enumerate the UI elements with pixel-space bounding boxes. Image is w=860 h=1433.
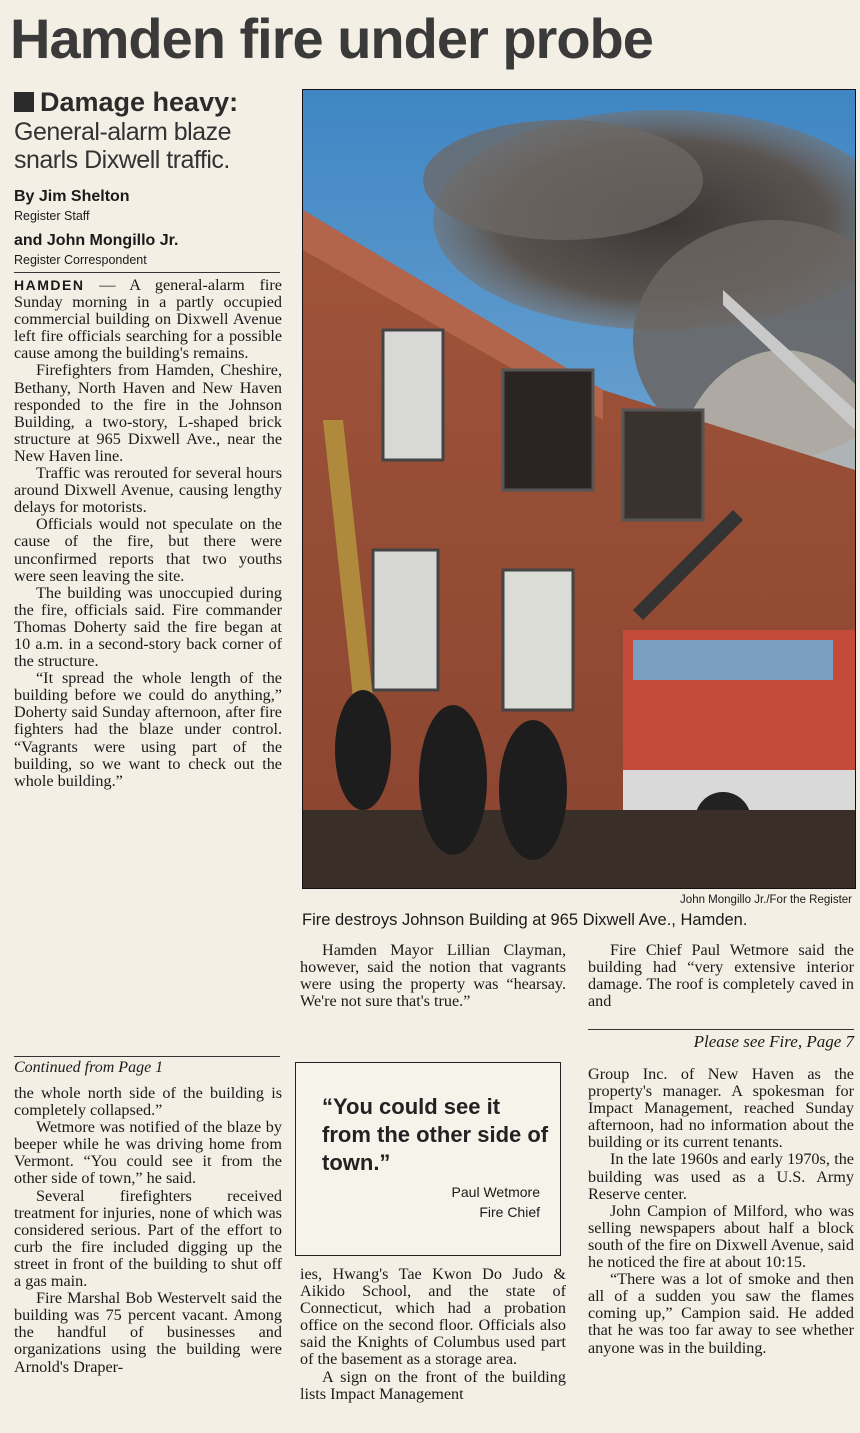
story-paragraph: A sign on the front of the building lists Impact Management — [300, 1367, 566, 1403]
story-paragraph: Several firefighters received treatment for injuries, none of which was considered serious. Part of the effort to curb the fire included digging up the street in front of the building to shut off a gas main. — [14, 1186, 282, 1291]
jump-line: Please see Fire, Page 7 — [588, 1029, 854, 1052]
story-paragraph: ies, Hwang's Tae Kwon Do Judo & Aikido School, and the state of Connecticut, which had a probation office on the second floor. Officials also said the Knights of Columbus used part of the basement as a storage area. — [300, 1265, 566, 1369]
lead-story — [14, 277, 282, 790]
lead-text: — A general-alarm fire Sunday morning in a partly occupied commercial building on Dixwell Avenue left fire officials searching for a possible cause among the building's remains. — [14, 276, 282, 363]
dateline: HAMDEN — [14, 277, 85, 293]
right-column — [588, 942, 854, 1010]
kicker — [14, 86, 282, 118]
byline-role-1: Register Staff — [14, 209, 90, 223]
story-paragraph: Hamden Mayor Lillian Clayman, however, said the notion that vagrants were using the property was “hearsay. We're not sure that's true.” — [300, 941, 566, 1011]
story-paragraph: Traffic was rerouted for several hours around Dixwell Avenue, causing lengthy delays for motorists. — [14, 464, 282, 517]
byline-author-2: and John Mongillo Jr. — [14, 232, 179, 249]
left-column — [14, 86, 282, 790]
story-paragraph: “There was a lot of smoke and then all of a sudden you saw the flames coming up,” Campion said. He added that he was too far away to see whether anyone was in the building. — [588, 1270, 854, 1357]
story-paragraph: Group Inc. of New Haven as the property's manager. A spokesman for Impact Management, reached Sunday afternoon, had no information about the building or its current tenants. — [588, 1065, 854, 1152]
lead-paragraph — [14, 277, 282, 362]
story-paragraph: Officials would not speculate on the cause of the fire, but there were unconfirmed reports that two youths were seen leaving the site. — [14, 515, 282, 585]
byline-role-2: Register Correspondent — [14, 253, 147, 267]
story-paragraph: In the late 1960s and early 1970s, the building was used as a U.S. Army Reserve center. — [588, 1150, 854, 1203]
jump-column-mid — [300, 1266, 566, 1403]
story-paragraph: Fire Marshal Bob Westervelt said the building was 75 percent vacant. Among the handful of businesses and organizations using the building were Arnold's Draper- — [14, 1289, 282, 1376]
story-paragraph: Wetmore was notified of the blaze by beeper while he was driving home from Vermont. “You could see it from the other side of town,” he said. — [14, 1118, 282, 1188]
story-paragraph: The building was unoccupied during the fire, officials said. Fire commander Thomas Doherty said the fire began at 10 a.m. in a second-story back corner of the structure. — [14, 583, 282, 671]
byline-author-1: By Jim Shelton — [14, 188, 130, 205]
fire-photo — [302, 89, 856, 889]
headline: Hamden fire under probe — [10, 7, 653, 70]
square-bullet-icon — [14, 92, 34, 112]
byline-rule — [14, 272, 280, 273]
story-paragraph: John Campion of Milford, who was selling newspapers about half a block south of the fire on Dixwell Avenue, said he noticed the fire at about 10:15. — [588, 1201, 854, 1272]
mid-column — [300, 942, 566, 1010]
jump-column-right — [588, 1066, 854, 1357]
pull-quote-title: Fire Chief — [479, 1204, 540, 1220]
pull-quote — [295, 1062, 561, 1256]
story-paragraph: Fire Chief Paul Wetmore said the building had “very extensive interior damage. The roof is completely caved in and — [588, 941, 854, 1011]
story-paragraph: “It spread the whole length of the building before we could do anything,” Doherty said Sunday afternoon, after fire fighters had the blaze under control. “Vagrants were using part of the building, so we want to check out the whole building.” — [14, 669, 282, 790]
jump-column-left — [14, 1085, 282, 1376]
pull-quote-name: Paul Wetmore — [451, 1184, 540, 1200]
story-paragraph: Firefighters from Hamden, Cheshire, Bethany, North Haven and New Haven responded to the fire in the Johnson Building, a two-story, L-shaped brick structure at 965 Dixwell Ave., near the New Haven line. — [14, 361, 282, 465]
kicker-text: Damage heavy: — [40, 87, 239, 117]
story-paragraph: the whole north side of the building is completely collapsed.” — [14, 1084, 282, 1120]
continued-from-line: Continued from Page 1 — [14, 1056, 280, 1077]
pull-quote-text: “You could see it from the other side of town.” — [322, 1094, 549, 1175]
photo-caption: Fire destroys Johnson Building at 965 Dixwell Ave., Hamden. — [302, 911, 748, 929]
photo-credit: John Mongillo Jr./For the Register — [680, 894, 852, 906]
deck: General-alarm blaze snarls Dixwell traffic. — [14, 118, 231, 174]
